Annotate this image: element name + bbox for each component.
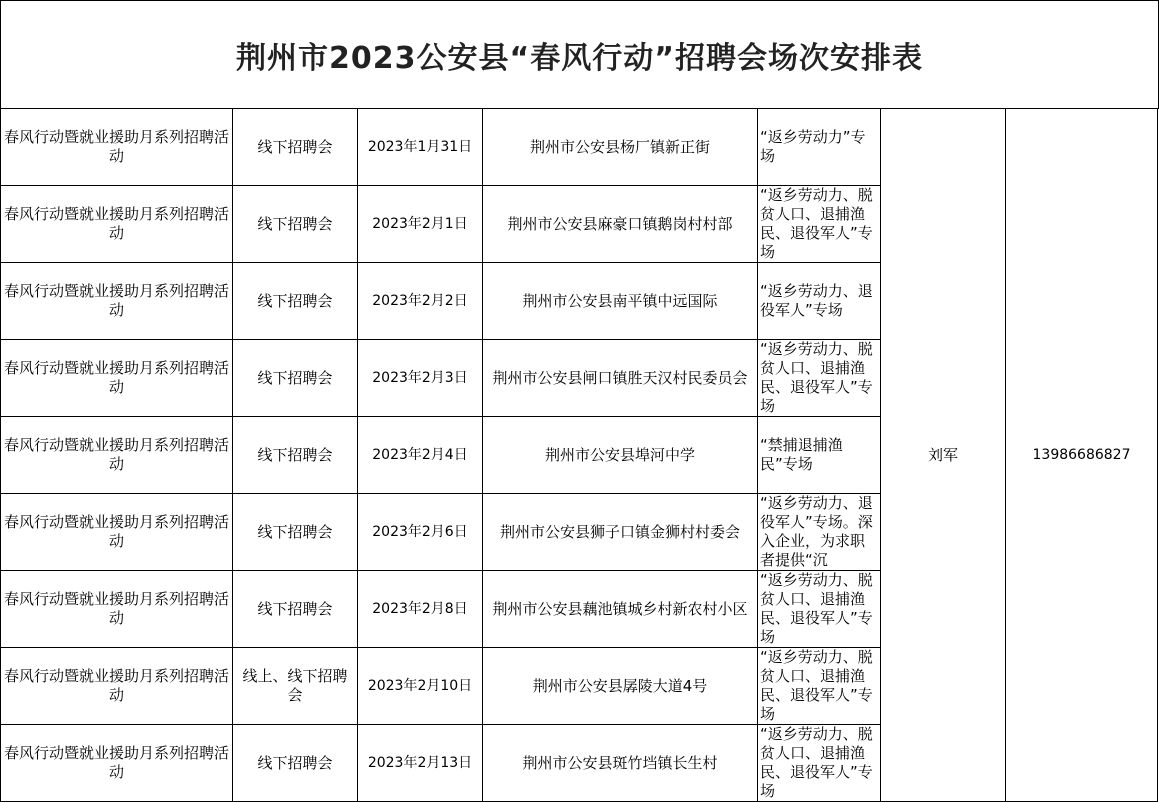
activity-cell: 春风行动暨就业援助月系列招聘活动 <box>1 648 233 725</box>
contact-phone-cell: 13986686827 <box>1006 109 1158 802</box>
topic-text: “返乡劳动力、脱贫人口、退捕渔民、退役军人”专场 <box>760 186 873 261</box>
date-cell: 2023年2月13日 <box>358 725 483 802</box>
format-cell: 线下招聘会 <box>233 494 358 571</box>
format-cell: 线下招聘会 <box>233 186 358 263</box>
place-cell: 荆州市公安县斑竹垱镇长生村 <box>483 725 758 802</box>
topic-text: “返乡劳动力、脱贫人口、退捕渔民、退役军人”专场 <box>760 648 873 723</box>
format-cell: 线下招聘会 <box>233 417 358 494</box>
date-cell: 2023年2月6日 <box>358 494 483 571</box>
format-cell: 线下招聘会 <box>233 340 358 417</box>
place-cell: 荆州市公安县狮子口镇金狮村村委会 <box>483 494 758 571</box>
place-cell: 荆州市公安县埠河中学 <box>483 417 758 494</box>
date-cell: 2023年1月31日 <box>358 109 483 186</box>
schedule-table <box>0 108 1158 802</box>
title-cell <box>0 0 1159 109</box>
topic-text: “返乡劳动力”专场 <box>760 128 866 165</box>
place-cell: 荆州市公安县南平镇中远国际 <box>483 263 758 340</box>
topic-cell <box>758 109 881 186</box>
topic-cell <box>758 571 881 648</box>
topic-text: “返乡劳动力、脱贫人口、退捕渔民、退役军人”专场 <box>760 725 873 800</box>
topic-cell <box>758 648 881 725</box>
topic-cell <box>758 725 881 802</box>
activity-cell: 春风行动暨就业援助月系列招聘活动 <box>1 417 233 494</box>
topic-text: “返乡劳动力、脱贫人口、退捕渔民、退役军人”专场 <box>760 571 873 646</box>
topic-text: “返乡劳动力、脱贫人口、退捕渔民、退役军人”专场 <box>760 340 873 415</box>
place-cell: 荆州市公安县麻豪口镇鹅岗村村部 <box>483 186 758 263</box>
topic-text: “禁捕退捕渔民”专场 <box>760 436 843 473</box>
format-cell: 线下招聘会 <box>233 725 358 802</box>
activity-cell: 春风行动暨就业援助月系列招聘活动 <box>1 571 233 648</box>
place-cell: 荆州市公安县闸口镇胜天汉村民委员会 <box>483 340 758 417</box>
format-cell: 线下招聘会 <box>233 263 358 340</box>
page-title: 荆州市2023公安县“春风行动”招聘会场次安排表 <box>236 41 923 76</box>
topic-cell <box>758 494 881 571</box>
contact-name-cell: 刘军 <box>881 109 1006 802</box>
format-cell: 线上、线下招聘会 <box>233 648 358 725</box>
activity-cell: 春风行动暨就业援助月系列招聘活动 <box>1 109 233 186</box>
activity-cell: 春风行动暨就业援助月系列招聘活动 <box>1 494 233 571</box>
date-cell: 2023年2月2日 <box>358 263 483 340</box>
topic-text: “返乡劳动力、退役军人”专场 <box>760 282 873 319</box>
activity-cell: 春风行动暨就业援助月系列招聘活动 <box>1 186 233 263</box>
place-cell: 荆州市公安县杨厂镇新正街 <box>483 109 758 186</box>
table-row <box>1 109 1158 186</box>
topic-text: “返乡劳动力、退役军人”专场。深入企业，为求职者提供“沉 <box>760 494 873 569</box>
place-cell: 荆州市公安县藕池镇城乡村新农村小区 <box>483 571 758 648</box>
format-cell: 线下招聘会 <box>233 109 358 186</box>
date-cell: 2023年2月8日 <box>358 571 483 648</box>
activity-cell: 春风行动暨就业援助月系列招聘活动 <box>1 263 233 340</box>
date-cell: 2023年2月1日 <box>358 186 483 263</box>
topic-cell <box>758 340 881 417</box>
activity-cell: 春风行动暨就业援助月系列招聘活动 <box>1 725 233 802</box>
format-cell: 线下招聘会 <box>233 571 358 648</box>
topic-cell <box>758 417 881 494</box>
topic-cell <box>758 263 881 340</box>
date-cell: 2023年2月4日 <box>358 417 483 494</box>
place-cell: 荆州市公安县孱陵大道4号 <box>483 648 758 725</box>
topic-cell <box>758 186 881 263</box>
activity-cell: 春风行动暨就业援助月系列招聘活动 <box>1 340 233 417</box>
date-cell: 2023年2月3日 <box>358 340 483 417</box>
schedule-table-body <box>1 109 1158 802</box>
date-cell: 2023年2月10日 <box>358 648 483 725</box>
